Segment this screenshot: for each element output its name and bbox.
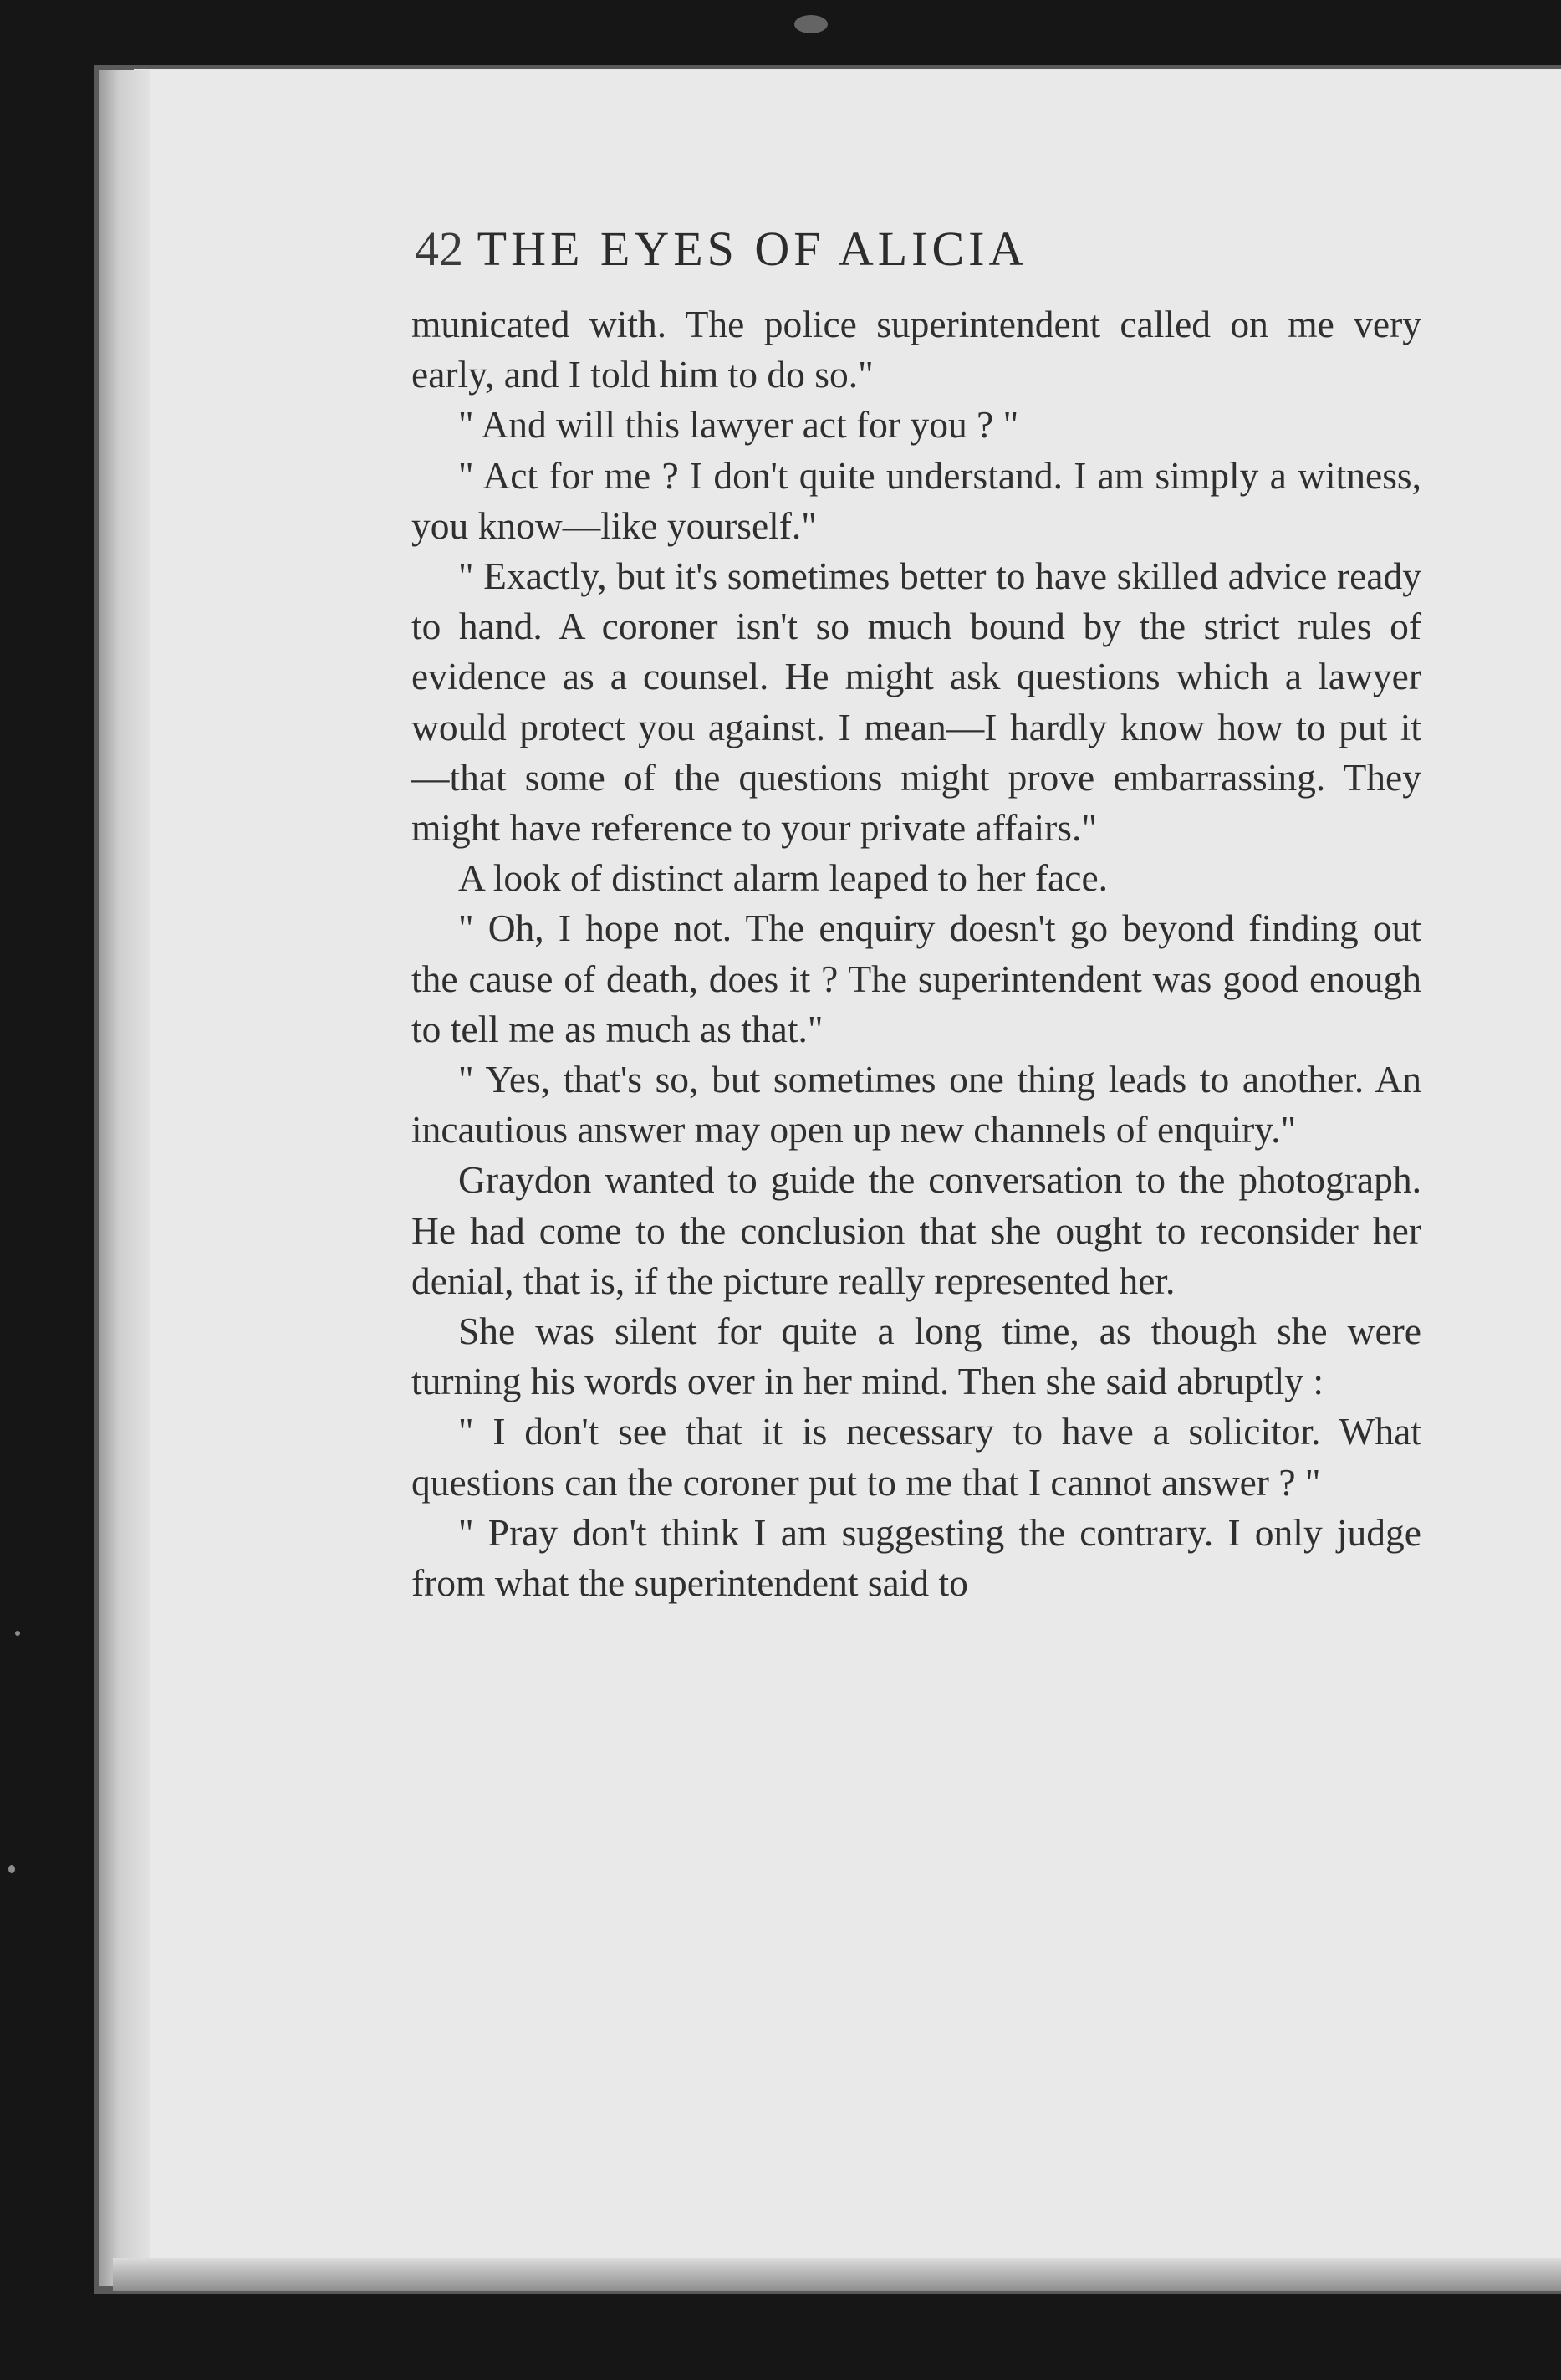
running-header: THE EYES OF ALICIA xyxy=(477,222,1028,276)
body-text xyxy=(411,299,1421,1608)
scan-speck xyxy=(8,1865,15,1873)
scan-speck xyxy=(15,1631,20,1636)
paragraph: " Act for me ? I don't quite understand. I am simply a witness, you know—like yourself." xyxy=(411,453,1421,547)
paragraph: She was silent for quite a long time, as though she were turning his words over in her mind. Then she said abruptly : xyxy=(411,1310,1421,1403)
scan-speck xyxy=(794,15,828,33)
paragraph: " And will this lawyer act for you ? " xyxy=(458,403,1019,447)
paragraph: " Yes, that's so, but sometimes one thing leads to another. An incautious answer may open up new channels of enquiry." xyxy=(411,1058,1421,1152)
paragraph: municated with. The police superintendent called on me very early, and I told him to do so." xyxy=(411,303,1421,396)
page-bottom-edge xyxy=(113,2258,1561,2291)
page-edge xyxy=(99,70,150,2286)
page-number: 42 xyxy=(415,222,463,276)
paragraph: Graydon wanted to guide the conversation to the photograph. He had come to the conclusion that she ought to reconsider her denial, that is, if the picture really represented her. xyxy=(411,1158,1421,1302)
paragraph: A look of distinct alarm leaped to her face. xyxy=(458,856,1109,900)
paragraph: " Pray don't think I am suggesting the contrary. I only judge from what the superintendent said to xyxy=(411,1510,1421,1605)
paragraph: " Oh, I hope not. The enquiry doesn't go beyond finding out the cause of death, does it ? The superintendent was good enough to tell me as much as that." xyxy=(411,907,1421,1050)
paragraph: " Exactly, but it's sometimes better to have skilled advice ready to hand. A coroner isn't so much bound by the strict rules of evidence as a counsel. He might ask questions which a lawyer would protect you against. I mean—I hardly know how to put it—that some of the questions might prove embarrassing. They might have reference to your private affairs." xyxy=(411,554,1421,850)
paragraph: " I don't see that it is necessary to have a solicitor. What questions can the coroner put to me that I cannot answer ? " xyxy=(411,1410,1421,1504)
